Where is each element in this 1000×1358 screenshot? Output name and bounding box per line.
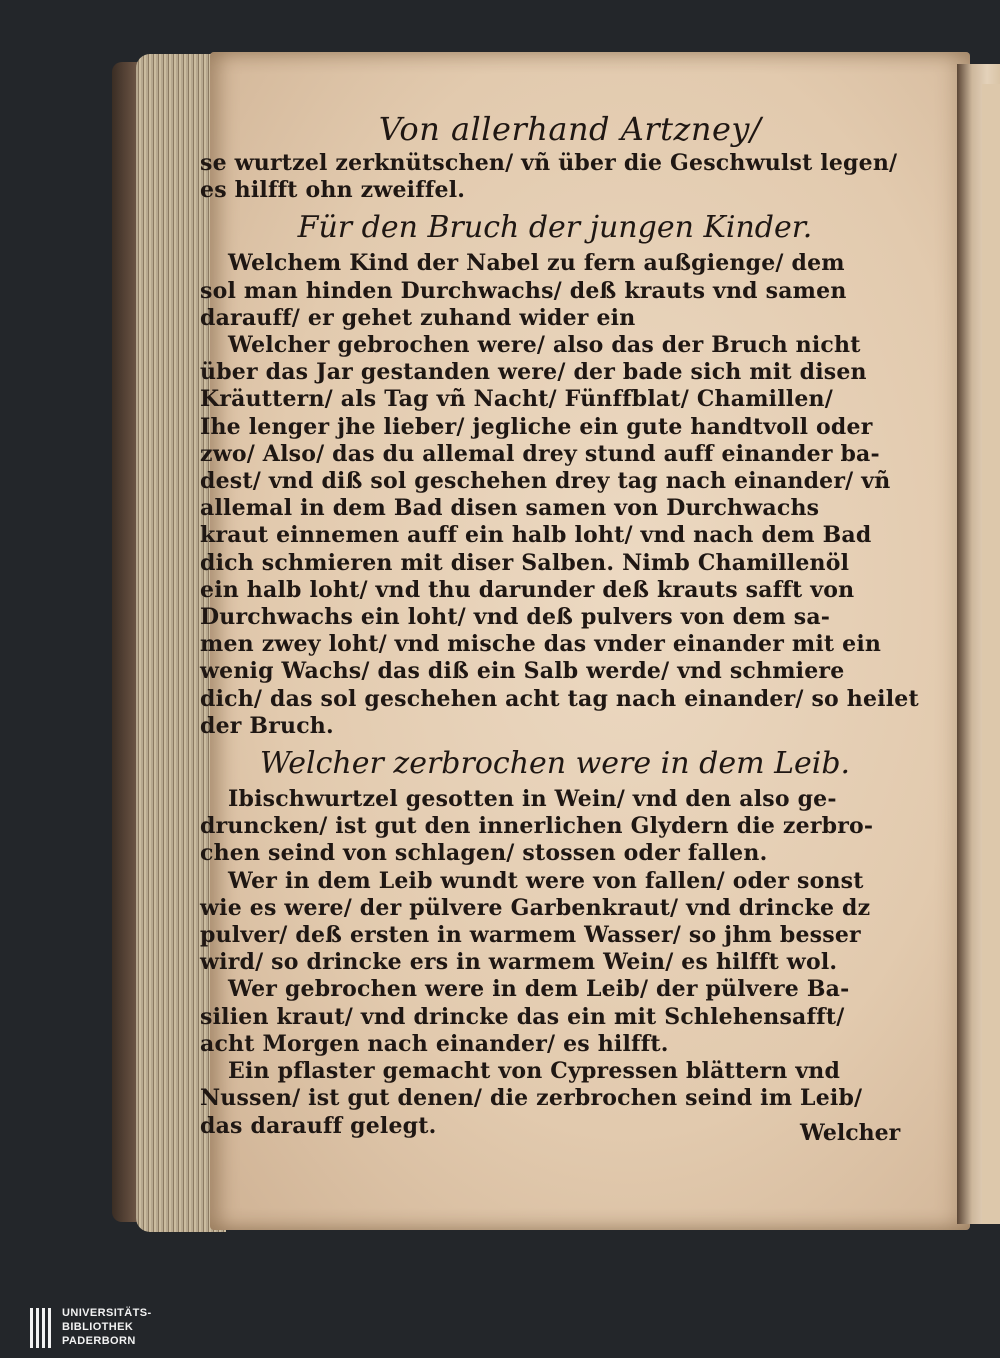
text-line: dich/ das sol geschehen acht tag nach einander/ so heilet <box>200 685 919 712</box>
library-logo <box>30 1306 190 1352</box>
catchword: Welcher <box>800 1120 901 1146</box>
text-line: Ein pflaster gemacht von Cypressen blättern vnd <box>228 1058 841 1085</box>
running-header: Von allerhand Artzney/ <box>378 110 762 148</box>
text-line: Welcher gebrochen were/ also das der Bruch nicht <box>228 332 861 359</box>
section1-body <box>200 250 919 740</box>
text-line: se wurtzel zerknütschen/ vñ über die Geschwulst legen/ <box>200 150 898 176</box>
text-line: darauff/ er gehet zuhand wider ein <box>200 304 636 331</box>
library-logo-text <box>62 1306 152 1348</box>
text-line: acht Morgen nach einander/ es hilfft. <box>200 1030 669 1057</box>
intro-paragraph <box>200 150 910 204</box>
text-line: wie es were/ der pülvere Garbenkraut/ vnd drincke dz <box>200 894 871 921</box>
logo-line: UNIVERSITÄTS- <box>62 1307 152 1319</box>
text-line: über das Jar gestanden were/ der bade sich mit disen <box>200 359 867 386</box>
text-line: silien kraut/ vnd drincke das ein mit Schlehensafft/ <box>200 1003 845 1030</box>
text-line: Welchem Kind der Nabel zu fern außgienge/ dem <box>228 250 845 277</box>
text-line: men zwey loht/ vnd mische das vnder einander mit ein <box>200 631 882 658</box>
logo-line: BIBLIOTHEK <box>62 1321 134 1333</box>
text-line: pulver/ deß ersten in warmem Wasser/ so jhm besser <box>200 922 861 949</box>
text-line: dich schmieren mit diser Salben. Nimb Chamillenöl <box>200 549 850 576</box>
text-line: wenig Wachs/ das diß ein Salb werde/ vnd schmiere <box>200 658 845 685</box>
text-line: Kräuttern/ als Tag vñ Nacht/ Fünffblat/ Chamillen/ <box>200 386 833 413</box>
library-logo-icon <box>30 1308 52 1348</box>
text-line: es hilfft ohn zweiffel. <box>200 177 466 204</box>
text-line: kraut einnemen auff ein halb loht/ vnd nach dem Bad <box>200 522 872 549</box>
text-line: zwo/ Also/ das du allemal drey stund auff einander ba- <box>200 440 880 467</box>
text-line: das darauff gelegt. <box>200 1112 437 1139</box>
facing-page-edge <box>982 84 1000 1224</box>
text-line: der Bruch. <box>200 712 334 739</box>
section2-body <box>200 786 910 1140</box>
section-heading: Welcher zerbrochen were in dem Leib. <box>259 746 851 782</box>
text-line: sol man hinden Durchwachs/ deß krauts vnd samen <box>200 277 847 304</box>
logo-line: PADERBORN <box>62 1335 136 1347</box>
text-line: chen seind von schlagen/ stossen oder fallen. <box>200 840 768 867</box>
text-line: Ihe lenger jhe lieber/ jegliche ein gute handtvoll oder <box>200 413 873 440</box>
text-line: allemal in dem Bad disen samen von Durchwachs <box>200 495 820 522</box>
text-line: ein halb loht/ vnd thu darunder deß krauts safft von <box>200 576 855 603</box>
text-line: Wer in dem Leib wundt were von fallen/ oder sonst <box>228 867 864 894</box>
text-line: Durchwachs ein loht/ vnd deß pulvers von dem sa- <box>200 604 831 631</box>
page-text <box>200 110 919 1140</box>
text-line: druncken/ ist gut den innerlichen Glydern die zerbro- <box>200 813 874 840</box>
text-line: Ibischwurtzel gesotten in Wein/ vnd den also ge- <box>228 786 837 813</box>
text-line: wird/ so drincke ers in warmem Wein/ es hilfft wol. <box>200 949 838 976</box>
text-line: dest/ vnd diß sol geschehen drey tag nach einander/ vñ <box>200 468 891 495</box>
text-line: Wer gebrochen were in dem Leib/ der pülvere Ba- <box>228 976 850 1003</box>
text-line: Nussen/ ist gut denen/ die zerbrochen seind im Leib/ <box>200 1085 863 1112</box>
section-heading: Für den Bruch der jungen Kinder. <box>297 210 813 246</box>
